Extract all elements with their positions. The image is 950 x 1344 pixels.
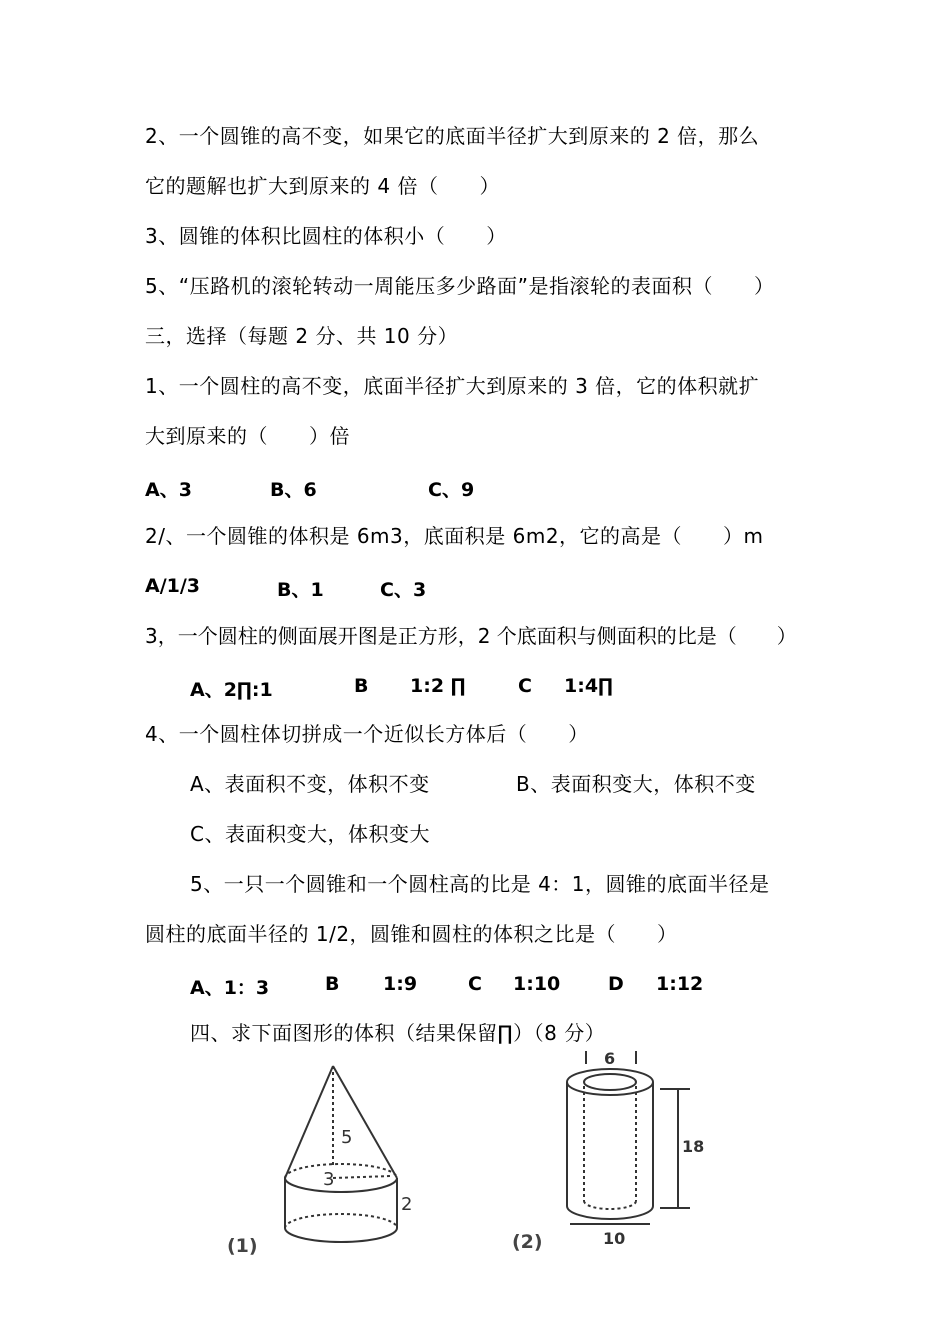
choice-q2: 2/、一个圆锥的体积是 6m3，底面积是 6m2，它的高是（ ）m: [145, 524, 764, 548]
choice-q1-option-c: C、9: [428, 479, 475, 501]
choice-q3-option-c-label: C: [518, 675, 532, 697]
choice-q4: 4、一个圆柱体切拼成一个近似长方体后（ ）: [145, 722, 589, 746]
fig2-label: (2): [512, 1231, 543, 1253]
tf-question-2-line1: 2、一个圆锥的高不变，如果它的底面半径扩大到原来的 2 倍，那么: [145, 124, 760, 148]
tf-question-3: 3、圆锥的体积比圆柱的体积小（ ）: [145, 224, 507, 248]
fig1-cone-height-label: 5: [341, 1127, 353, 1148]
choice-q1-line2: 大到原来的（ ）倍: [145, 424, 350, 448]
fig2-inner-label: 6: [604, 1049, 616, 1068]
choice-q5-option-c-label: C: [468, 973, 482, 995]
choice-q2-option-a: A/1/3: [145, 575, 201, 597]
choice-q3-option-b-label: B: [354, 675, 369, 697]
choice-q3-option-c-value: 1:4∏: [564, 675, 613, 697]
choice-q3-option-b-value: 1:2 ∏: [410, 675, 466, 697]
choice-q2-option-b: B、1: [277, 579, 324, 601]
choice-q5-option-c-value: 1:10: [513, 973, 561, 995]
fig1-label: (1): [227, 1235, 258, 1257]
choice-q3: 3，一个圆柱的侧面展开图是正方形，2 个底面积与侧面积的比是（ ）: [145, 624, 797, 648]
tf-question-2-line2: 它的题解也扩大到原来的 4 倍（ ）: [145, 174, 500, 198]
section-3-heading: 三，选择（每题 2 分、共 10 分）: [145, 324, 459, 348]
choice-q1-line1: 1、一个圆柱的高不变，底面半径扩大到原来的 3 倍，它的体积就扩: [145, 374, 760, 398]
choice-q5-option-b-label: B: [325, 973, 340, 995]
section-4-heading: 四、求下面图形的体积（结果保留∏）（8 分）: [190, 1021, 606, 1045]
fig2-outer-label: 10: [603, 1229, 626, 1248]
choice-q4-option-c: C、表面积变大，体积变大: [190, 822, 430, 846]
choice-q5-option-a: A、1：3: [190, 977, 270, 999]
choice-q3-option-a: A、2∏:1: [190, 679, 273, 701]
choice-q5-line2: 圆柱的底面半径的 1/2，圆锥和圆柱的体积之比是（ ）: [145, 922, 678, 946]
fig1-cylinder-height-label: 2: [401, 1194, 413, 1215]
fig1-radius-label: 3: [323, 1169, 335, 1190]
figure-cone-on-cylinder: [215, 1060, 425, 1260]
tf-question-5: 5、“压路机的滚轮转动一周能压多少路面”是指滚轮的表面积（ ）: [145, 274, 775, 298]
choice-q5-option-d-value: 1:12: [656, 973, 704, 995]
choice-q5-option-d-label: D: [608, 973, 624, 995]
choice-q1-option-a: A、3: [145, 479, 192, 501]
choice-q4-option-b: B、表面积变大，体积不变: [516, 772, 756, 796]
choice-q5-option-b-value: 1:9: [383, 973, 418, 995]
choice-q2-option-c: C、3: [380, 579, 427, 601]
choice-q1-option-b: B、6: [270, 479, 317, 501]
choice-q5-line1: 5、一只一个圆锥和一个圆柱高的比是 4：1，圆锥的底面半径是: [190, 872, 770, 896]
figure-hollow-cylinder: [500, 1046, 715, 1258]
fig2-height-label: 18: [682, 1137, 705, 1156]
choice-q4-option-a: A、表面积不变，体积不变: [190, 772, 430, 796]
